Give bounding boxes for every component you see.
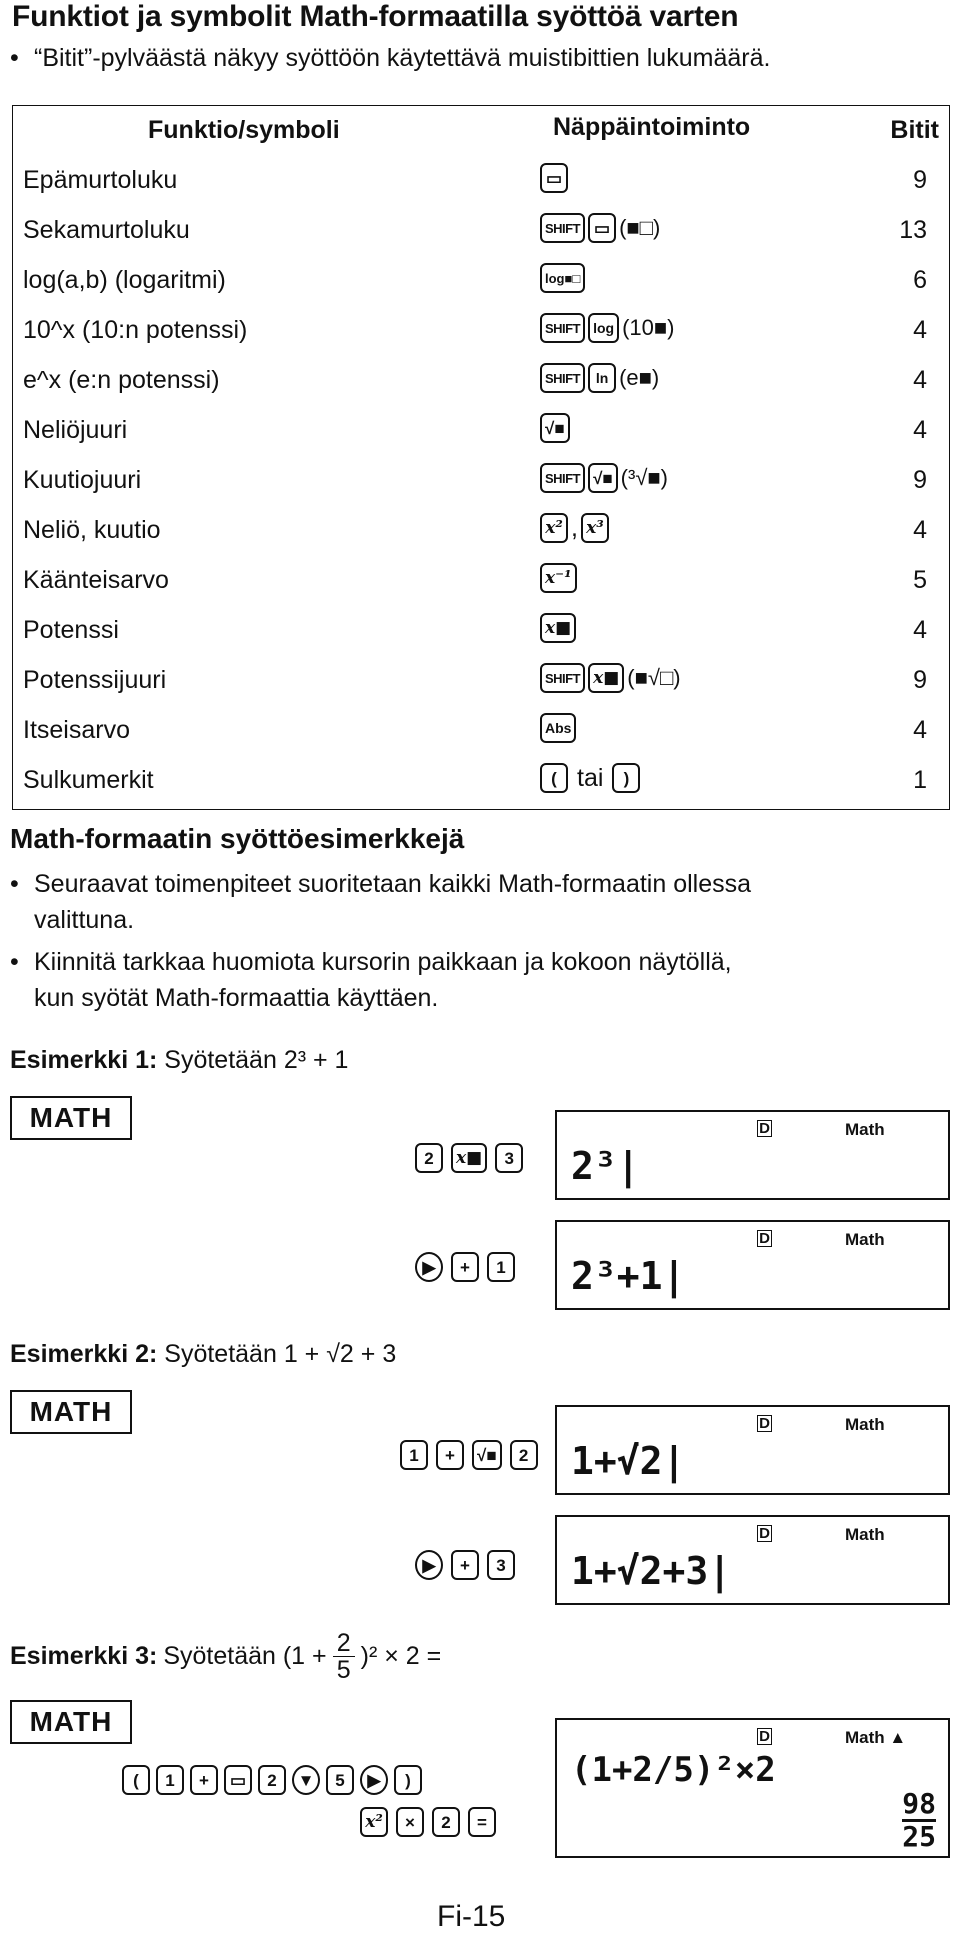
calculator-screen: D Math ▲ (1+2/5)²×2 98 25 [555,1718,950,1858]
shift-key: SHIFT [540,363,585,393]
calculator-screen: D Math 1+√2+3| [555,1515,950,1605]
log-base-key: log■□ [540,263,585,293]
intro-bullet: • “Bitit”-pylväästä näkyy syöttöön käytettävä muistibittien lukumäärä. [10,44,771,72]
section-bullet-2: • Kiinnitä tarkkaa huomiota kursorin paikkaan ja kokoon näytöllä, kun syötät Math-formaattia käyttäen. [10,948,732,1012]
square-key: x² [540,513,568,543]
calculator-screen: D Math 2³+1| [555,1220,950,1310]
page-number: Fi-15 [437,1900,506,1933]
shift-key: SHIFT [540,213,585,243]
key-sequence: x² × 2 = [360,1807,496,1837]
power-key: x■ [540,613,576,643]
table-row: log(a,b) (logaritmi) log■□ 6 [13,256,949,306]
table-row: Käänteisarvo x⁻¹ 5 [13,556,949,606]
abs-key: Abs [540,713,576,743]
fraction-key: ▭ [588,213,616,243]
math-mode-label: MATH [10,1096,132,1140]
table-row: Neliö, kuutio x² , x³ 4 [23,513,927,544]
shift-key: SHIFT [540,663,585,693]
sqrt-key: √■ [588,463,618,493]
inverse-key: x⁻¹ [540,563,577,593]
example-2-title: Esimerkki 2: Syötetään 1 + √2 + 3 [10,1340,397,1368]
shift-key: SHIFT [540,463,585,493]
key-sequence: ( 1 + ▭ 2 ▼ 5 ▶ ) [122,1765,422,1795]
page-heading: Funktiot ja symbolit Math-formaatilla syöttöä varten [12,0,739,33]
open-paren-key: ( [540,763,568,793]
header-function: Funktio/symboli [148,116,340,144]
table-row: e^x (e:n potenssi) SHIFT ln (e■) 4 [23,365,927,394]
ln-key: ln [588,363,616,393]
table-row: Itseisarvo Abs 4 [13,706,949,756]
math-mode-label: MATH [10,1700,132,1744]
math-mode-label: MATH [10,1390,132,1434]
cube-key: x³ [581,513,609,543]
log-key: log [588,313,619,343]
shift-key: SHIFT [540,313,585,343]
key-sequence: ▶ + 3 [415,1550,515,1580]
table-row: 10^x (10:n potenssi) SHIFT log (10■) 4 [23,315,927,344]
example-1-title: Esimerkki 1: Syötetään 2³ + 1 [10,1046,349,1074]
table-row: Sekamurtoluku SHIFT ▭ (■□) 13 [23,215,927,244]
calculator-screen: D Math 2³| [555,1110,950,1200]
table-row: Potenssi x■ 4 [13,606,949,656]
key-sequence: 1 + √■ 2 [400,1440,538,1470]
function-table [12,105,950,810]
section-bullet-1: • Seuraavat toimenpiteet suoritetaan kaikki Math-formaatin ollessa valittuna. [10,870,752,934]
calculator-screen: D Math 1+√2| [555,1405,950,1495]
table-header-row [13,106,949,156]
example-3-title: Esimerkki 3: Syötetään (1 + 2 5 )² × 2 = [10,1629,442,1684]
sqrt-key: √■ [540,413,570,443]
power-key: x■ [588,663,624,693]
close-paren-key: ) [612,763,640,793]
table-row: Potenssijuuri SHIFT x■ (■√□) 9 [23,665,927,694]
key-sequence: ▶ + 1 [415,1252,515,1282]
fraction-key: ▭ [540,163,568,193]
table-row: Sulkumerkit ( tai ) 1 [23,763,927,794]
result-fraction: 98 25 [902,1787,936,1853]
table-row: Epämurtoluku ▭ 9 [13,156,949,206]
key-sequence: 2 x■ 3 [415,1143,523,1173]
header-keys: Näppäintoiminto [553,113,751,141]
header-bits: Bitit [890,116,939,144]
table-row: Kuutiojuuri SHIFT √■ (³√■) 9 [23,465,927,494]
table-row: Neliöjuuri √■ 4 [13,406,949,456]
section-title: Math-formaatin syöttöesimerkkejä [10,823,465,854]
